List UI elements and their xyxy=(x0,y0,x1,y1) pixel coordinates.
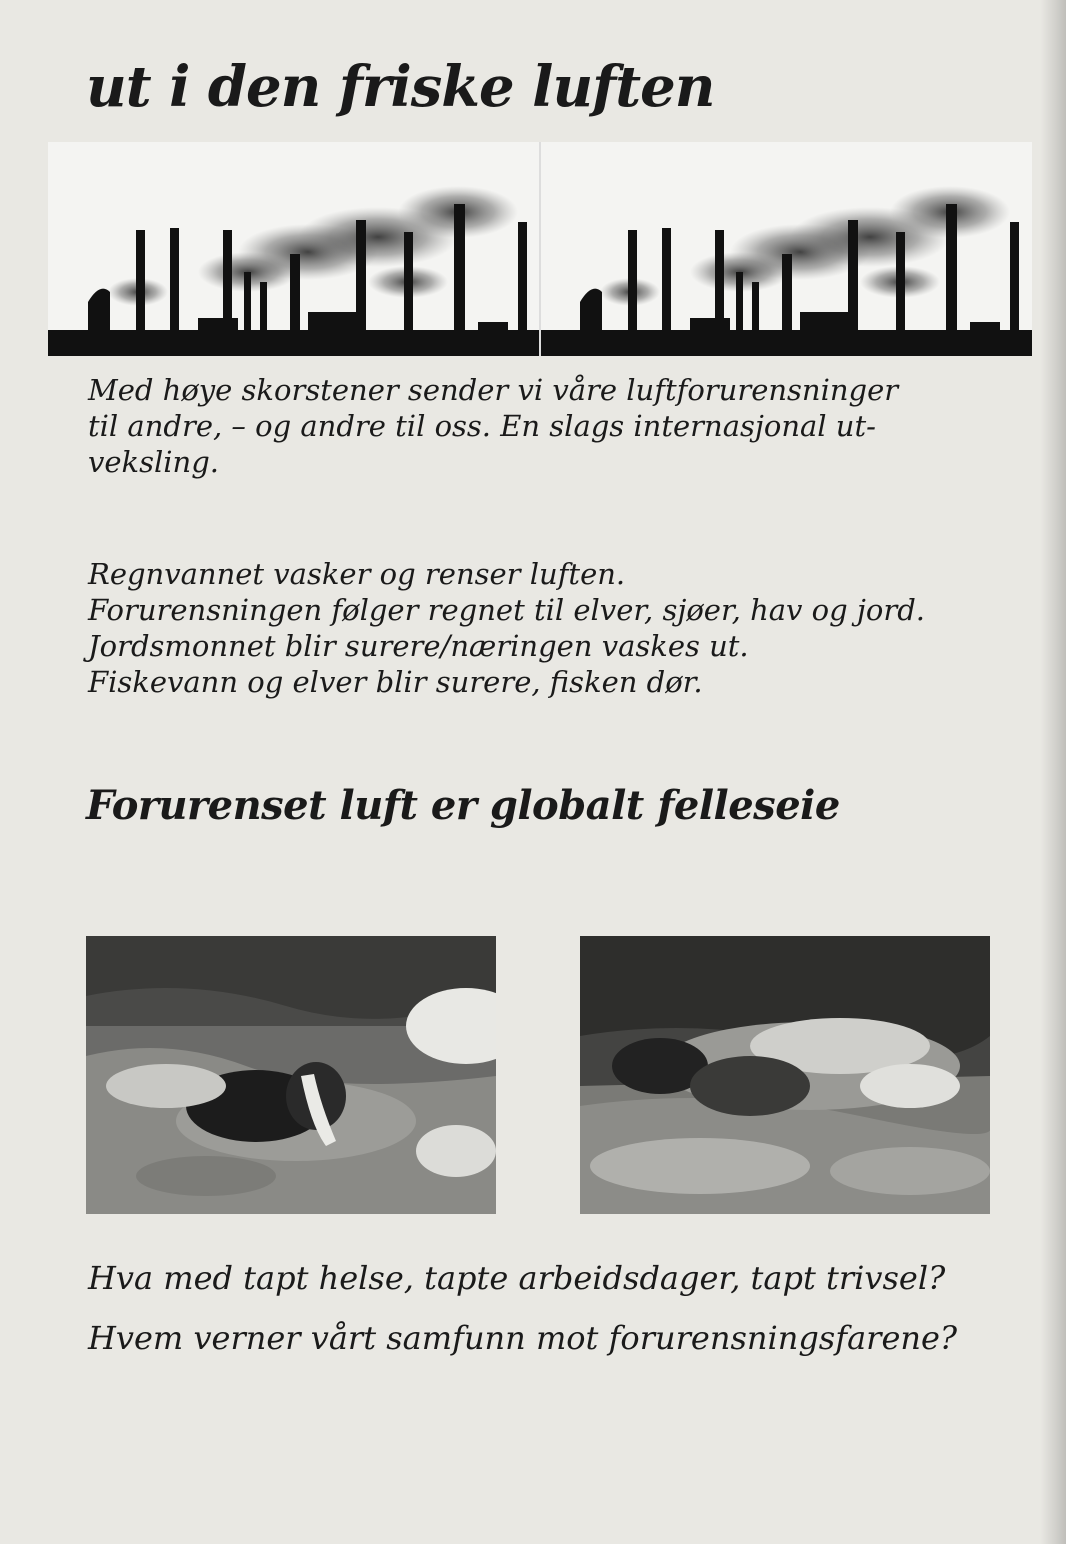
paragraph-2-line: Fiskevann og elver blir surere, fisken dør. xyxy=(88,665,703,699)
paragraph-2-line: Forurensningen følger regnet til elver, sjøer, hav og jord. xyxy=(88,593,925,627)
dead-bird-photo-right xyxy=(580,936,990,1214)
dead-bird-icon xyxy=(86,936,496,1214)
paragraph-1-line: veksling. xyxy=(88,445,220,479)
paragraph-chimneys xyxy=(88,372,988,480)
question-society: Hvem verner vårt samfunn mot forurensningsfarene? xyxy=(88,1319,958,1357)
question-health: Hva med tapt helse, tapte arbeidsdager, tapt trivsel? xyxy=(88,1259,946,1297)
dead-bird-icon xyxy=(580,936,990,1214)
paragraph-rain xyxy=(88,556,1008,700)
paragraph-1-line: Med høye skorstener sender vi våre luftforurensninger xyxy=(88,373,899,407)
factory-chimneys-banner xyxy=(48,142,1032,356)
page-edge-shadow xyxy=(1040,0,1066,1544)
dead-bird-photo-left xyxy=(86,936,496,1214)
paragraph-1-line: til andre, – og andre til oss. En slags internasjonal ut- xyxy=(88,409,876,443)
section-subtitle: Forurenset luft er globalt felleseie xyxy=(86,782,840,829)
page-title: ut i den friske luften xyxy=(86,54,715,120)
factory-chimneys-icon xyxy=(48,142,1032,356)
paragraph-2-line: Jordsmonnet blir surere/næringen vaskes ut. xyxy=(88,629,749,663)
paragraph-2-line: Regnvannet vasker og renser luften. xyxy=(88,557,626,591)
